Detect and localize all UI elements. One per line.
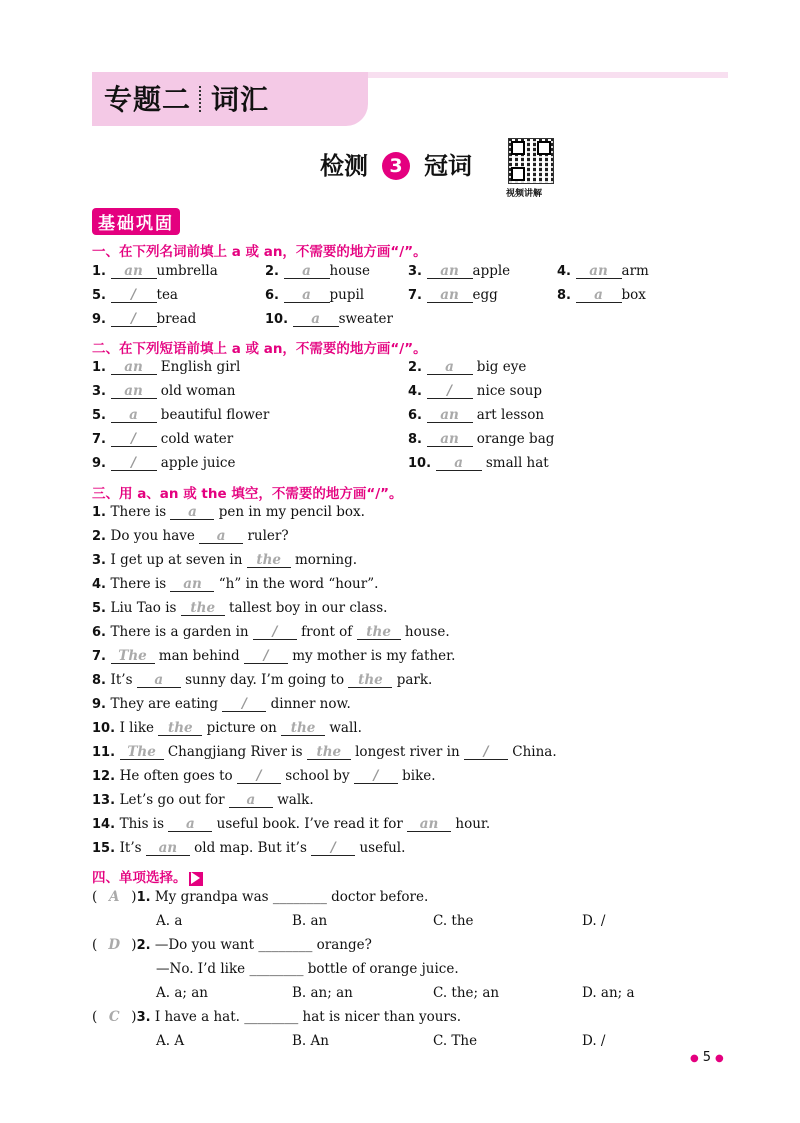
sentence-item (92, 552, 357, 568)
answer-blank[interactable]: / (111, 456, 157, 471)
answer-blank[interactable]: a (229, 793, 273, 808)
qr-code-icon[interactable] (508, 138, 554, 184)
answer-blank[interactable]: a (199, 529, 243, 544)
q3-option-b[interactable]: B. An (292, 1033, 329, 1049)
answer-blank[interactable]: a (427, 360, 473, 375)
list-item (92, 311, 196, 327)
item-number: 4. (557, 264, 576, 279)
sentence-text: Liu Tao is (110, 600, 181, 616)
answer-blank[interactable]: a (170, 505, 214, 520)
section-2-title: 二、在下列短语前填上 a 或 an，不需要的地方画“/”。 (92, 341, 427, 357)
answer-blank[interactable]: / (244, 649, 288, 664)
sentence-text: front of (296, 624, 357, 640)
list-item (408, 263, 510, 279)
list-item (92, 359, 240, 375)
item-number: 12. (92, 769, 120, 784)
q3-option-a[interactable]: A. A (156, 1033, 185, 1049)
sentence-item (92, 624, 450, 640)
item-number: 5. (92, 408, 111, 423)
answer-2[interactable]: D (108, 937, 121, 953)
q1-option-c[interactable]: C. the (433, 913, 474, 929)
item-word: box (621, 287, 646, 303)
sentence-item (92, 816, 490, 832)
answer-1[interactable]: A (109, 889, 120, 905)
sentence-text: man behind (154, 648, 244, 664)
item-phrase: art lesson (472, 407, 545, 423)
item-number: 6. (408, 408, 427, 423)
answer-blank[interactable]: an (146, 841, 190, 856)
item-number: 13. (92, 793, 120, 808)
sentence-text: There is a garden in (110, 624, 253, 640)
chapter-header (92, 72, 728, 126)
list-item (408, 383, 542, 399)
answer-blank[interactable]: an (427, 264, 473, 279)
item-number: 8. (408, 432, 427, 447)
item-number: 7. (92, 649, 111, 664)
item-number: 7. (92, 432, 111, 447)
item-word: arm (621, 263, 649, 279)
item-number: 10. (92, 721, 120, 736)
list-item (557, 287, 646, 303)
sentence-item (92, 696, 351, 712)
item-number: 14. (92, 817, 120, 832)
answer-blank[interactable]: a (168, 817, 212, 832)
item-word: bread (156, 311, 197, 327)
answer-blank[interactable]: a (284, 288, 330, 303)
sentence-text: morning. (290, 552, 358, 568)
sentence-text: sunny day. I’m going to (180, 672, 349, 688)
sentence-text: useful book. I’ve read it for (212, 816, 408, 832)
item-phrase: English girl (156, 359, 241, 375)
answer-blank[interactable]: an (427, 408, 473, 423)
answer-blank[interactable]: / (111, 312, 157, 327)
item-number: 1. (92, 360, 111, 375)
q3-option-d[interactable]: D. / (582, 1033, 606, 1049)
answer-blank[interactable]: the (307, 745, 351, 760)
list-item (557, 263, 649, 279)
answer-blank[interactable]: / (222, 697, 266, 712)
sentence-text: hour. (451, 816, 491, 832)
item-number: 2. (92, 529, 111, 544)
answer-3[interactable]: C (108, 1009, 120, 1025)
item-number: 5. (92, 601, 111, 616)
sentence-item (92, 576, 378, 592)
answer-blank[interactable]: the (357, 625, 401, 640)
answer-blank[interactable]: / (464, 745, 508, 760)
qr-label: 视频讲解 (506, 189, 543, 199)
sentence-text: Let’s go out for (119, 792, 229, 808)
q2-option-d[interactable]: D. an; a (582, 985, 635, 1001)
list-item (408, 359, 526, 375)
sentence-item (92, 744, 557, 760)
answer-blank[interactable]: the (158, 721, 202, 736)
answer-blank[interactable]: / (237, 769, 281, 784)
q1-option-b[interactable]: B. an (292, 913, 328, 929)
question-2-text-line2: —No. I’d like ________ bottle of orange juice. (156, 961, 459, 977)
sentence-item (92, 840, 405, 856)
sentence-text: tallest boy in our class. (224, 600, 388, 616)
answer-blank[interactable]: a (576, 288, 622, 303)
sentence-item (92, 792, 314, 808)
sentence-text: park. (392, 672, 433, 688)
item-number: 1. (92, 505, 111, 520)
sentence-text: walk. (272, 792, 314, 808)
sentence-text: house. (400, 624, 450, 640)
answer-blank[interactable]: / (311, 841, 355, 856)
item-phrase: nice soup (472, 383, 543, 399)
page-number: ● 5 ● (690, 1050, 724, 1065)
list-item (92, 383, 235, 399)
answer-blank[interactable]: an (427, 432, 473, 447)
sentence-item (92, 672, 432, 688)
list-item (408, 407, 544, 423)
lesson-topic: 冠词 (424, 152, 472, 180)
question-1-text: My grandpa was ________ doctor before. (154, 889, 429, 905)
sentence-item (92, 768, 436, 784)
sentence-text: There is (110, 576, 171, 592)
q2-option-b[interactable]: B. an; an (292, 985, 353, 1001)
sentence-text: Changjiang River is (163, 744, 307, 760)
list-item (408, 431, 554, 447)
answer-blank[interactable]: a (137, 673, 181, 688)
item-number: 3. (408, 264, 427, 279)
sentence-text: longest river in (350, 744, 464, 760)
answer-blank[interactable]: The (111, 649, 155, 664)
answer-blank[interactable]: The (120, 745, 164, 760)
item-word: house (329, 263, 370, 279)
sentence-text: I get up at seven in (110, 552, 247, 568)
lesson-number-badge: 3 (382, 152, 410, 180)
list-item (265, 311, 393, 327)
choice-question-2: ( D )2. —Do you want ________ orange? (92, 937, 372, 953)
item-word: egg (472, 287, 498, 303)
section-3-title: 三、用 a、an 或 the 填空，不需要的地方画“/”。 (92, 486, 403, 502)
item-number: 10. (265, 312, 293, 327)
answer-blank[interactable]: / (427, 384, 473, 399)
list-item (408, 455, 549, 471)
sentence-text: useful. (355, 840, 406, 856)
item-number: 4. (92, 577, 111, 592)
list-item (92, 407, 269, 423)
chapter-label: 专题二 (104, 83, 192, 116)
sentence-item (92, 600, 387, 616)
item-word: sweater (338, 311, 393, 327)
header-line (368, 72, 728, 78)
item-number: 2. (408, 360, 427, 375)
sentence-text: I like (119, 720, 159, 736)
q1-option-d[interactable]: D. / (582, 913, 606, 929)
answer-blank[interactable]: a (293, 312, 339, 327)
answer-blank[interactable]: an (111, 360, 157, 375)
sentence-text: wall. (325, 720, 362, 736)
answer-blank[interactable]: a (436, 456, 482, 471)
answer-blank[interactable]: a (111, 408, 157, 423)
item-phrase: beautiful flower (156, 407, 270, 423)
answer-blank[interactable]: the (247, 553, 291, 568)
answer-blank[interactable]: the (348, 673, 392, 688)
item-phrase: small hat (481, 455, 549, 471)
answer-blank[interactable]: the (281, 721, 325, 736)
list-item (92, 455, 236, 471)
sentence-text: old map. But it’s (189, 840, 312, 856)
answer-blank[interactable]: an (170, 577, 214, 592)
sentence-text: They are eating (110, 696, 223, 712)
sentence-text: It’s (110, 672, 137, 688)
sentence-text: China. (507, 744, 557, 760)
sentence-item (92, 648, 455, 664)
item-phrase: apple juice (156, 455, 236, 471)
item-phrase: big eye (472, 359, 527, 375)
item-word: pupil (329, 287, 365, 303)
choice-question-1: ( A )1. My grandpa was ________ doctor before. (92, 889, 429, 905)
answer-blank[interactable]: the (181, 601, 225, 616)
sentence-text: ruler? (243, 528, 289, 544)
answer-blank[interactable]: an (427, 288, 473, 303)
item-number: 8. (557, 288, 576, 303)
answer-blank[interactable]: an (111, 264, 157, 279)
list-item (92, 263, 218, 279)
sentence-text: my mother is my father. (287, 648, 456, 664)
item-number: 3. (92, 384, 111, 399)
answer-blank[interactable]: / (253, 625, 297, 640)
item-number: 2. (265, 264, 284, 279)
lesson-prefix: 检测 (320, 152, 368, 180)
q3-option-c[interactable]: C. The (433, 1033, 478, 1049)
sentence-text: dinner now. (266, 696, 351, 712)
play-icon[interactable] (189, 872, 203, 886)
choice-question-3: ( C )3. I have a hat. ________ hat is nicer than yours. (92, 1009, 462, 1025)
list-item (92, 431, 233, 447)
answer-blank[interactable]: / (111, 432, 157, 447)
sentence-text: Do you have (110, 528, 200, 544)
title-separator (199, 86, 203, 112)
sentence-text: This is (119, 816, 169, 832)
answer-blank[interactable]: a (284, 264, 330, 279)
sentence-text: He often goes to (119, 768, 237, 784)
item-number: 5. (92, 288, 111, 303)
item-number: 9. (92, 697, 111, 712)
item-number: 7. (408, 288, 427, 303)
item-number: 8. (92, 673, 111, 688)
list-item (265, 263, 370, 279)
list-item (265, 287, 364, 303)
item-phrase: old woman (156, 383, 236, 399)
answer-blank[interactable]: an (111, 384, 157, 399)
q2-option-a[interactable]: A. a; an (156, 985, 208, 1001)
sentence-text: pen in my pencil box. (214, 504, 365, 520)
sentence-text: It’s (119, 840, 146, 856)
chapter-title (104, 78, 269, 118)
question-3-text: I have a hat. ________ hat is nicer than yours. (154, 1009, 462, 1025)
sentence-item (92, 504, 365, 520)
sentence-text: There is (110, 504, 171, 520)
item-number: 9. (92, 456, 111, 471)
item-number: 6. (265, 288, 284, 303)
lesson-title (320, 146, 472, 181)
item-number: 3. (92, 553, 111, 568)
sentence-item (92, 720, 362, 736)
list-item (408, 287, 498, 303)
item-number: 10. (408, 456, 436, 471)
item-number: 4. (408, 384, 427, 399)
sentence-text: picture on (202, 720, 282, 736)
answer-blank[interactable]: / (111, 288, 157, 303)
item-number: 1. (92, 264, 111, 279)
sentence-item (92, 528, 289, 544)
section-1-title: 一、在下列名词前填上 a 或 an，不需要的地方画“/”。 (92, 244, 427, 260)
answer-blank[interactable]: an (407, 817, 451, 832)
question-2-text: —Do you want ________ orange? (154, 937, 372, 953)
item-number: 9. (92, 312, 111, 327)
item-number: 11. (92, 745, 120, 760)
chapter-topic: 词汇 (211, 83, 270, 116)
sentence-text: bike. (397, 768, 436, 784)
sentence-text: “h” in the word “hour”. (214, 576, 379, 592)
item-word: umbrella (156, 263, 218, 279)
item-number: 6. (92, 625, 111, 640)
list-item (92, 287, 178, 303)
section-badge: 基础巩固 (92, 208, 180, 235)
q1-option-a[interactable]: A. a (156, 913, 183, 929)
item-phrase: cold water (156, 431, 234, 447)
answer-blank[interactable]: an (576, 264, 622, 279)
item-word: tea (156, 287, 178, 303)
section-4-title: 四、单项选择。 (92, 866, 203, 886)
q2-option-c[interactable]: C. the; an (433, 985, 500, 1001)
sentence-text: school by (280, 768, 354, 784)
answer-blank[interactable]: / (354, 769, 398, 784)
item-number: 15. (92, 841, 120, 856)
item-word: apple (472, 263, 511, 279)
item-phrase: orange bag (472, 431, 555, 447)
